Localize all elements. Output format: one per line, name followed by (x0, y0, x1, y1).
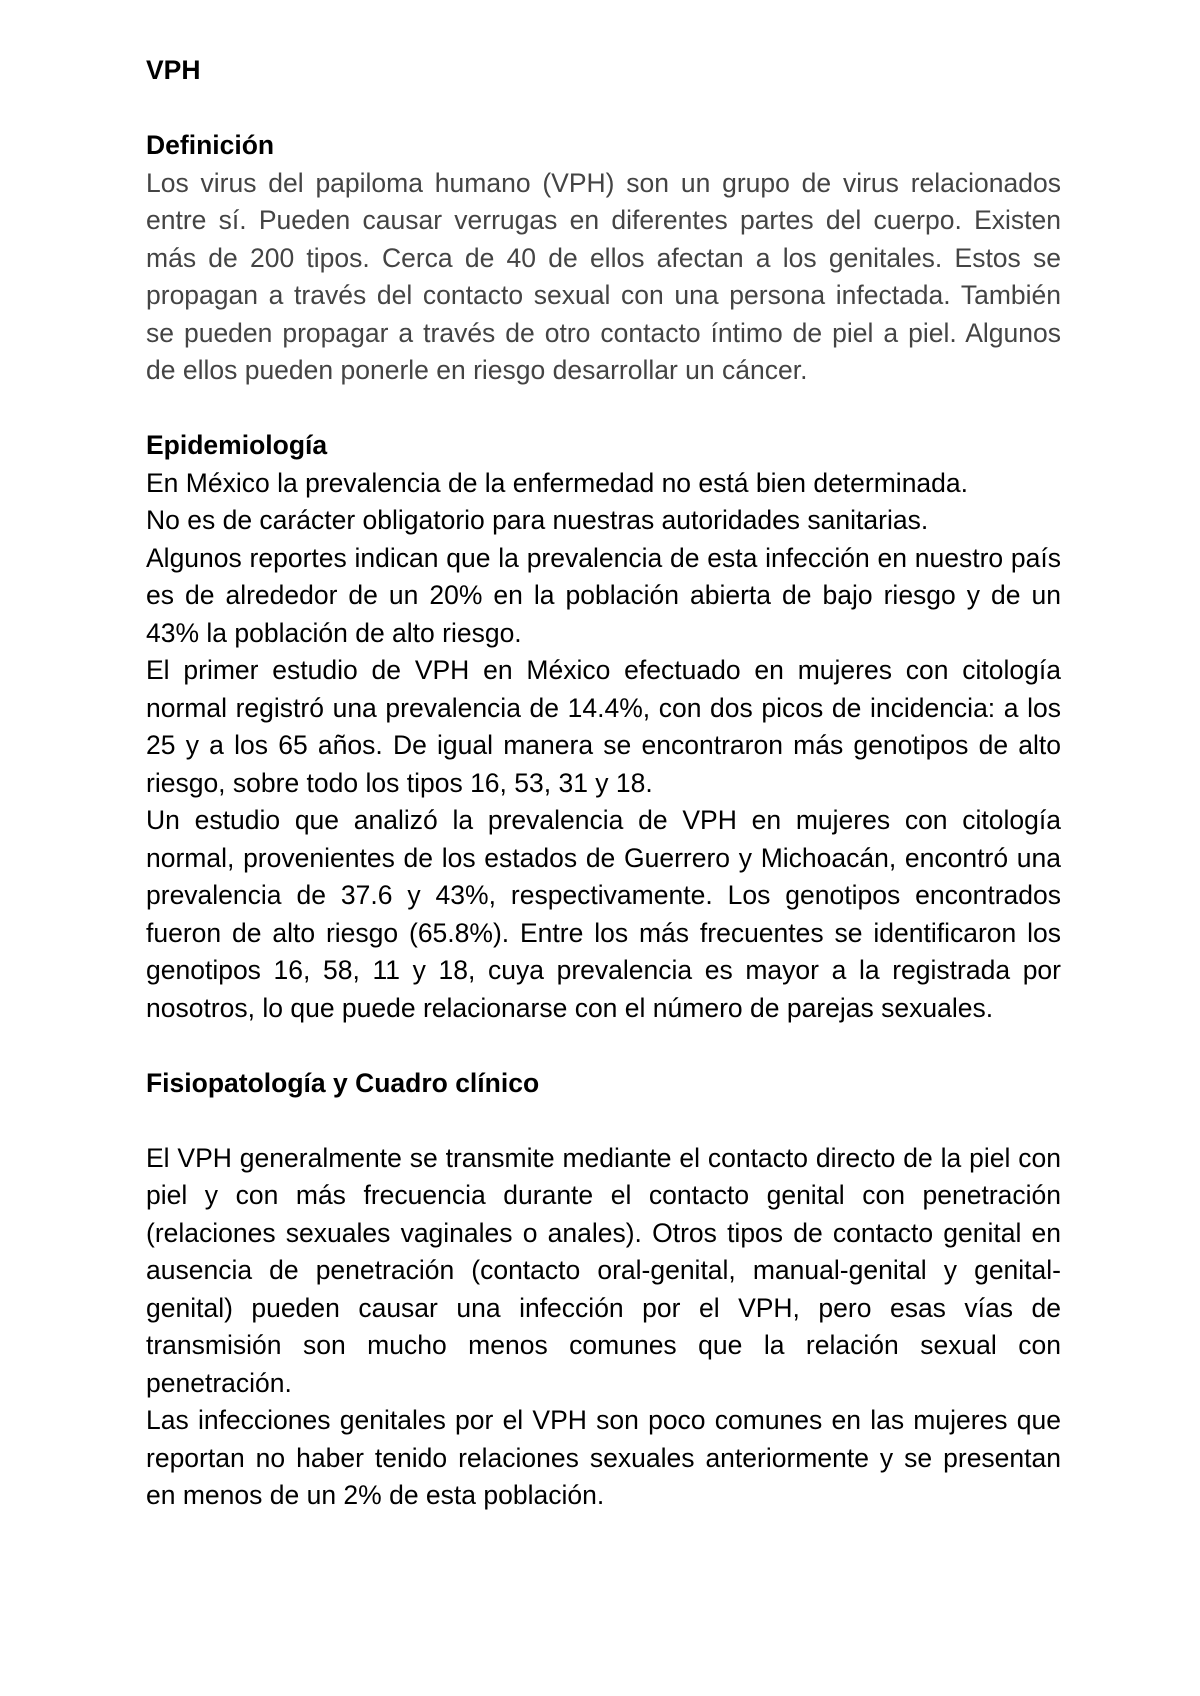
section-heading-epidemiologia: Epidemiología (146, 430, 328, 460)
paragraph-definicion: Los virus del papiloma humano (VPH) son un grupo de virus relacionados entre sí. Pueden causar verrugas en diferentes partes del cuerpo. Existen más de 200 tipos. Cerca de 40 de ellos afectan a los genitales. Estos se propagan a través del contacto sexual con una persona infectada. También se pueden propagar a través de otro contacto íntimo de piel a piel. Algunos de ellos pueden ponerle en riesgo desarrollar un cáncer. (146, 167, 1061, 385)
paragraph-fisiopatologia-1: El VPH generalmente se transmite mediante el contacto directo de la piel con piel y con más frecuencia durante el contacto genital con penetración (relaciones sexuales vaginales o anales). Otros tipos de contacto genital en ausencia de penetración (contacto oral-genital, manual-genital y genital-genital) pueden causar una infección por el VPH, pero esas vías de transmisión son mucho menos comunes que la relación sexual con penetración. (146, 1142, 1061, 1398)
paragraph-epidemiologia-2: No es de carácter obligatorio para nuestras autoridades sanitarias. (146, 505, 929, 535)
section-heading-fisiopatologia: Fisiopatología y Cuadro clínico (146, 1067, 540, 1098)
paragraph-epidemiologia-5: Un estudio que analizó la prevalencia de VPH en mujeres con citología normal, provenientes de los estados de Guerrero y Michoacán, encontró una prevalencia de 37.6 y 43%, respectivamente. Los genotipos encontrados fueron de alto riesgo (65.8%). Entre los más frecuentes se identificaron los genotipos 16, 58, 11 y 18, cuya prevalencia es mayor a la registrada por nosotros, lo que puede relacionarse con el número de parejas sexuales. (146, 805, 1061, 1023)
paragraph-epidemiologia-4: El primer estudio de VPH en México efectuado en mujeres con citología normal registró una prevalencia de 14.4%, con dos picos de incidencia: a los 25 y a los 65 años. De igual manera se encontraron más genotipos de alto riesgo, sobre todo los tipos 16, 53, 31 y 18. (146, 655, 1061, 798)
section-heading-definicion: Definición (146, 130, 275, 160)
spacer (146, 1102, 1061, 1140)
spacer (146, 90, 1061, 128)
paragraph-epidemiologia-1: En México la prevalencia de la enfermedad no está bien determinada. (146, 467, 969, 498)
document-page (146, 52, 1061, 1515)
spacer (146, 390, 1061, 428)
spacer (146, 1027, 1061, 1065)
paragraph-fisiopatologia-2: Las infecciones genitales por el VPH son poco comunes en las mujeres que reportan no haber tenido relaciones sexuales anteriormente y se presentan en menos de un 2% de esta población. (146, 1405, 1061, 1510)
paragraph-epidemiologia-3: Algunos reportes indican que la prevalencia de esta infección en nuestro país es de alrededor de un 20% en la población abierta de bajo riesgo y de un 43% la población de alto riesgo. (146, 542, 1061, 648)
document-title: VPH (146, 55, 201, 85)
